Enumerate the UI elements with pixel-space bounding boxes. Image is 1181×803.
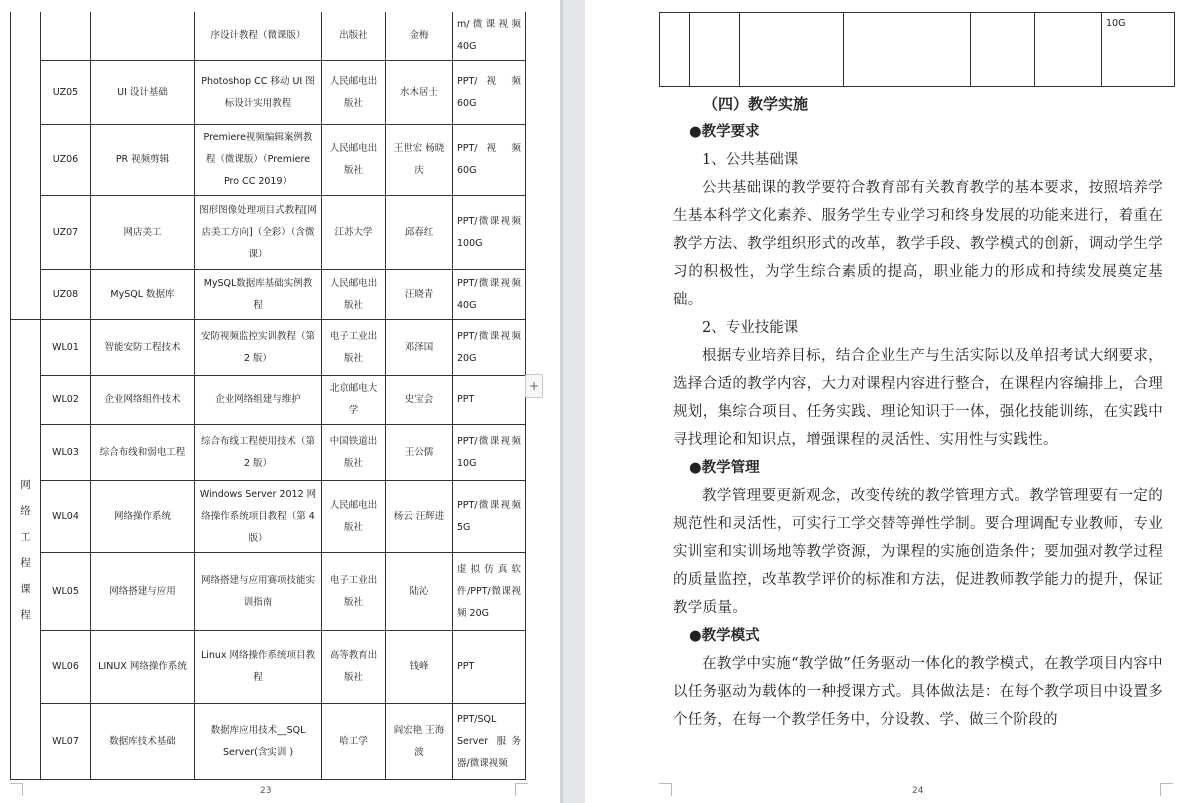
publisher: 出版社: [322, 12, 386, 61]
table-cell: [690, 13, 740, 87]
course-code: WL05: [41, 553, 91, 631]
textbook: 序设计教程（微课版）: [195, 12, 322, 61]
page-number: 23: [260, 786, 272, 796]
add-row-button[interactable]: +: [525, 374, 543, 398]
table-row: [11, 270, 526, 320]
table-row: [11, 125, 526, 196]
publisher: 哈工学: [322, 704, 386, 780]
textbook: 安防视频监控实训教程（第 2 版）: [195, 320, 322, 376]
publisher: 高等教育出版社: [322, 631, 386, 704]
course-code: WL04: [41, 481, 91, 553]
textbook: 企业网络组建与维护: [195, 376, 322, 425]
paragraph-general: 公共基础课的教学要符合教育部有关教育教学的基本要求，按照培养学生基本科学文化素养、服务学生专业学习和终身发展的功能来进行，着重在教学方法、教学组织形式的改革，教学手段、教学模式的创新，调动学生学习的积极性，为学生综合素质的提高，职业能力的形成和持续发展奠定基础。: [673, 180, 1163, 308]
publisher: 电子工业出版社: [322, 553, 386, 631]
course-code: UZ06: [41, 125, 91, 196]
table-cell: [971, 13, 1035, 87]
course-code: UZ07: [41, 196, 91, 270]
textbook: 图形图像处理项目式教程[网店美工方向]（全彩）（含微课）: [195, 196, 322, 270]
table-cell: [1035, 13, 1102, 87]
paragraph-mode: 在教学中实施“教学做”任务驱动一体化的教学模式，在教学项目内容中以任务驱动为载体的一种授课方式。具体做法是：在每个教学项目中设置多个任务，在每一个教学任务中，分设教、学、做三个阶段的: [673, 656, 1163, 728]
course-code: UZ05: [41, 61, 91, 125]
course-code: WL07: [41, 704, 91, 780]
course-name: 网店美工: [91, 196, 195, 270]
resource: PPT/微课视频 100G: [453, 196, 526, 270]
resource: PPT: [453, 631, 526, 704]
table-row: [11, 61, 526, 125]
course-code: WL01: [41, 320, 91, 376]
page-gap: [560, 0, 585, 803]
author: 邱春红: [386, 196, 453, 270]
table-cell: [660, 13, 690, 87]
course-name: LINUX 网络操作系统: [91, 631, 195, 704]
course-name: 网络操作系统: [91, 481, 195, 553]
sub-heading-general: 1、公共基础课: [702, 152, 799, 168]
bullet-heading-management: ●教学管理: [688, 459, 760, 476]
table-row: [11, 376, 526, 425]
author: 陆沁: [386, 553, 453, 631]
publisher: 中国铁道出版社: [322, 425, 386, 481]
course-table-tail: [659, 12, 1175, 87]
table-row: [11, 196, 526, 270]
author: 邓泽国: [386, 320, 453, 376]
document-body: [673, 90, 1163, 734]
resource: m/微课视频40G: [453, 12, 526, 61]
publisher: 江苏大学: [322, 196, 386, 270]
paragraph-management: 教学管理要更新观念，改变传统的教学管理方式。教学管理要有一定的规范性和灵活性，可实行工学交替等弹性学制。要合理调配专业教师，专业实训室和实训场地等教学资源，为课程的实施创造条件；要加强对教学过程的质量监控，改革教学评价的标准和方法，促进教师教学能力的提升，保证教学质量。: [673, 488, 1163, 616]
author: 王世宏 杨晓庆: [386, 125, 453, 196]
author: 金梅: [386, 12, 453, 61]
course-code: WL06: [41, 631, 91, 704]
table-row: [11, 12, 526, 61]
course-name: 网络搭建与应用: [91, 553, 195, 631]
author: 水木居士: [386, 61, 453, 125]
textbook: Windows Server 2012 网络操作系统项目教程（第 4 版）: [195, 481, 322, 553]
course-name: [91, 12, 195, 61]
course-name: 综合布线和弱电工程: [91, 425, 195, 481]
textbook: 网络搭建与应用赛项技能实训指南: [195, 553, 322, 631]
textbook: 数据库应用技术__SQL Server(含实训 ): [195, 704, 322, 780]
course-name: 智能安防工程技术: [91, 320, 195, 376]
resource: PPT/微课视频 40G: [453, 270, 526, 320]
author: 王公儒: [386, 425, 453, 481]
author: 汪晓青: [386, 270, 453, 320]
resource: PPT/ 视 频60G: [453, 125, 526, 196]
publisher: 人民邮电出版社: [322, 61, 386, 125]
table-row: [11, 704, 526, 780]
course-name: UI 设计基础: [91, 61, 195, 125]
document-page-right: [585, 0, 1181, 803]
course-name: PR 视频剪辑: [91, 125, 195, 196]
textbook: Photoshop CC 移动 UI 图标设计实用教程: [195, 61, 322, 125]
resource: 虚拟仿真软件/PPT/微课视频 20G: [453, 553, 526, 631]
course-code: WL03: [41, 425, 91, 481]
textbook: Premiere视频编辑案例教程（微课版）（Premiere Pro CC 2019）: [195, 125, 322, 196]
table-row: [11, 425, 526, 481]
table-cell-resource: 10G: [1102, 13, 1175, 87]
section-title: （四）教学实施: [703, 95, 809, 113]
course-code: WL02: [41, 376, 91, 425]
table-row: [11, 320, 526, 376]
author: 阎宏艳 王海波: [386, 704, 453, 780]
publisher: 人民邮电出版社: [322, 270, 386, 320]
table-cell: [844, 13, 971, 87]
table-cell: [740, 13, 844, 87]
bullet-heading-mode: ●教学模式: [688, 627, 760, 644]
resource: PPT/ 视 频60G: [453, 61, 526, 125]
course-name: MySQL 数据库: [91, 270, 195, 320]
resource: PPT/SQL Server 服务器/微课视频: [453, 704, 526, 780]
author: 钱峰: [386, 631, 453, 704]
document-page-left: [0, 0, 560, 803]
author: 杨云 汪辉进: [386, 481, 453, 553]
publisher: 北京邮电大学: [322, 376, 386, 425]
course-name: 数据库技术基础: [91, 704, 195, 780]
group-label: [11, 12, 41, 320]
publisher: 人民邮电出版社: [322, 125, 386, 196]
sub-heading-professional: 2、专业技能课: [702, 320, 799, 336]
table-row: [11, 553, 526, 631]
resource: PPT/微课视频 20G: [453, 320, 526, 376]
table-row: [11, 631, 526, 704]
textbook: MySQL数据库基础实例教程: [195, 270, 322, 320]
resource: PPT/微课视频 10G: [453, 425, 526, 481]
resource: PPT/微课视频 5G: [453, 481, 526, 553]
course-table: [10, 12, 526, 780]
table-row: [11, 481, 526, 553]
paragraph-professional: 根据专业培养目标，结合企业生产与生活实际以及单招考试大纲要求，选择合适的教学内容，大力对课程内容进行整合，在课程内容编排上，合理规划，集综合项目、任务实践、理论知识于一体，强化技能训练，在实践中寻找理论和知识点，增强课程的灵活性、实用性与实践性。: [673, 348, 1163, 448]
course-name: 企业网络组件技术: [91, 376, 195, 425]
resource: PPT: [453, 376, 526, 425]
textbook: Linux 网络操作系统项目教程: [195, 631, 322, 704]
bullet-heading-requirements: ●教学要求: [688, 123, 760, 140]
course-code: [41, 12, 91, 61]
course-code: UZ08: [41, 270, 91, 320]
publisher: 电子工业出版社: [322, 320, 386, 376]
author: 史宝会: [386, 376, 453, 425]
textbook: 综合布线工程使用技术（第 2 版）: [195, 425, 322, 481]
publisher: 人民邮电出版社: [322, 481, 386, 553]
group-label: 网 络 工 程 课 程: [11, 320, 41, 780]
page-number: 24: [912, 786, 924, 796]
